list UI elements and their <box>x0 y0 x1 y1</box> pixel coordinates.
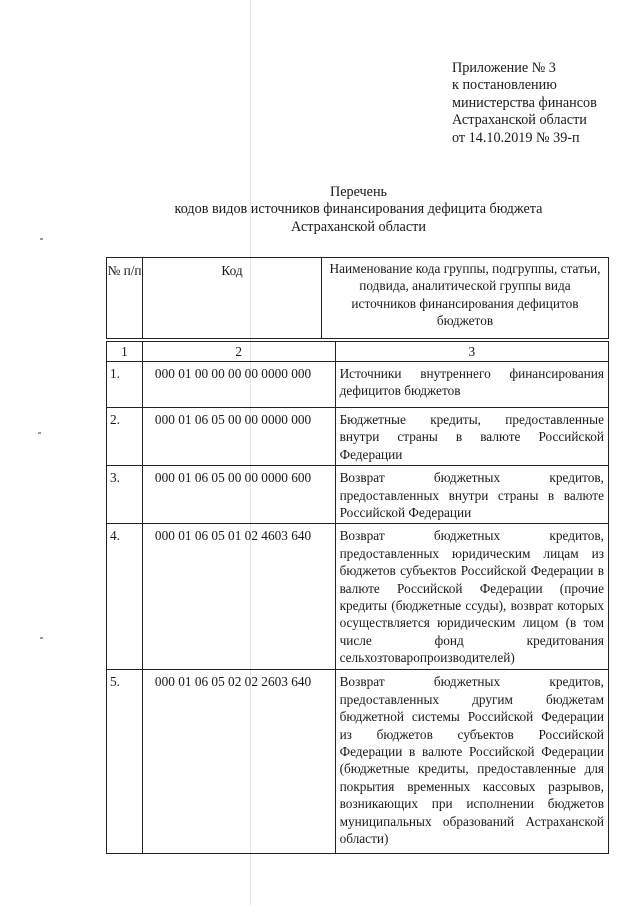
table-row <box>107 408 609 466</box>
scan-speck <box>40 637 43 639</box>
column-number-row <box>107 342 609 362</box>
document-title <box>0 184 639 236</box>
appendix-line: министерства финансов <box>452 94 597 111</box>
appendix-line: к постановлению <box>452 77 557 94</box>
appendix-note <box>452 60 597 147</box>
appendix-line: от 14.10.2019 № 39-п <box>452 129 580 146</box>
row-name: Возврат бюджетных кредитов, предоставленных внутри страны в валюте Российской Федерации <box>335 466 608 524</box>
title-line: Перечень <box>329 184 388 200</box>
table-row <box>107 670 609 854</box>
column-number: 2 <box>142 342 335 362</box>
header-name: Наименование кода группы, подгруппы, статьи, подвида, аналитической группы вида источников финансирования дефицитов бюджетов <box>321 258 608 339</box>
row-code: 000 01 06 05 00 00 0000 000 <box>142 408 335 466</box>
row-num: 3. <box>107 466 143 524</box>
row-name: Источники внутреннего финансирования дефицитов бюджетов <box>335 362 608 408</box>
column-number: 1 <box>107 342 143 362</box>
title-line: Астраханской области <box>291 218 426 235</box>
table-header <box>106 257 609 339</box>
scan-speck <box>38 432 41 434</box>
codes-table <box>106 341 609 854</box>
header-num: № п/п <box>107 258 143 339</box>
header-code: Код <box>143 258 322 339</box>
table-row <box>107 524 609 670</box>
table-row <box>107 362 609 408</box>
column-number: 3 <box>335 342 608 362</box>
row-name: Возврат бюджетных кредитов, предоставленных юридическим лицам из бюджетов субъектов Российской Федерации в валюте Российской Федерации (прочие кредиты (бюджетные ссуды), возврат которых осуществляется юридическим лицом (в том числе фонд кредитования сельхозтоваропроизводителей) <box>335 524 608 670</box>
row-num: 2. <box>107 408 143 466</box>
row-code: 000 01 06 05 00 00 0000 600 <box>142 466 335 524</box>
row-name: Бюджетные кредиты, предоставленные внутри страны в валюте Российской Федерации <box>335 408 608 466</box>
row-code: 000 01 06 05 01 02 4603 640 <box>142 524 335 670</box>
table-row <box>107 466 609 524</box>
scan-speck <box>40 238 43 240</box>
row-num: 4. <box>107 524 143 670</box>
title-line: кодов видов источников финансирования дефицита бюджета <box>174 201 543 218</box>
row-code: 000 01 00 00 00 00 0000 000 <box>142 362 335 408</box>
row-name: Возврат бюджетных кредитов, предоставленных другим бюджетам бюджетной системы Российской Федерации из бюджетов субъектов Российской Федерации в валюте Российской Федерации (бюджетные кредиты, предоставленные для покрытия временных кассовых разрывов, возникающих при исполнении бюджетов муниципальных образований Астраханской области) <box>335 670 608 854</box>
row-num: 5. <box>107 670 143 854</box>
row-code: 000 01 06 05 02 02 2603 640 <box>142 670 335 854</box>
appendix-line: Астраханской области <box>452 112 587 129</box>
appendix-line: Приложение № 3 <box>452 60 556 76</box>
row-num: 1. <box>107 362 143 408</box>
